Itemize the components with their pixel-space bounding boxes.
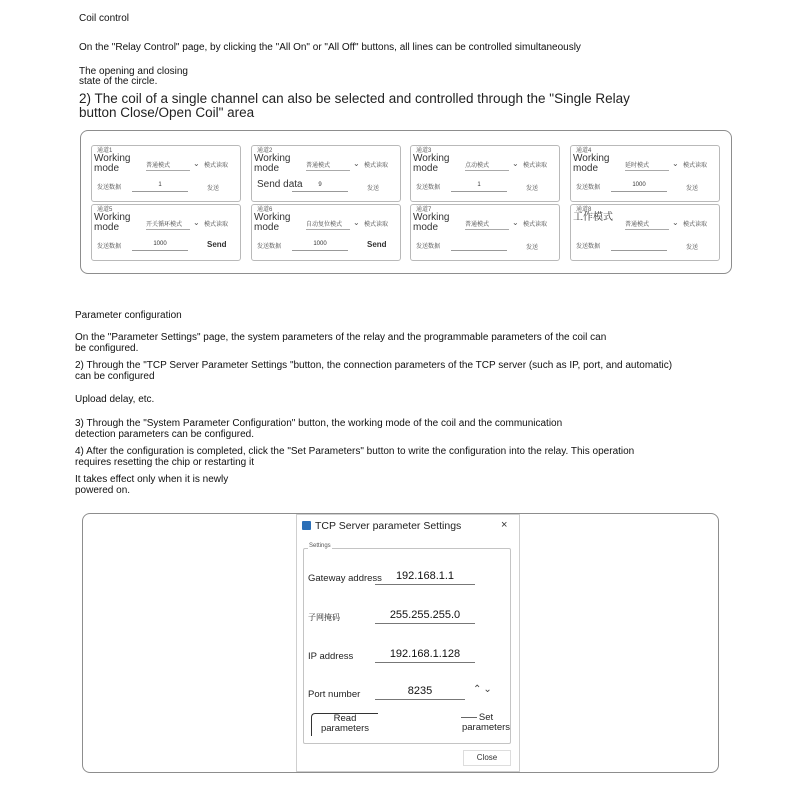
- read-mode-button[interactable]: 模式读取: [523, 163, 548, 169]
- relay-channel-card: [91, 204, 241, 261]
- subnet-field[interactable]: 255.255.255.0: [375, 608, 475, 624]
- working-mode-label: Working mode: [94, 212, 131, 233]
- working-mode-label: Working mode: [413, 153, 450, 174]
- chevron-down-icon[interactable]: ⌄: [672, 159, 679, 168]
- channel-title: 通道6: [257, 207, 273, 213]
- ip-label: IP address: [308, 651, 354, 662]
- mode-select[interactable]: 延时模式: [625, 160, 669, 171]
- port-label: Port number: [308, 689, 361, 700]
- chevron-down-icon[interactable]: ⌄: [512, 218, 519, 227]
- read-mode-button[interactable]: 模式读取: [204, 222, 229, 228]
- working-mode-label: Working mode: [94, 153, 131, 174]
- subnet-label: 子网掩码: [308, 613, 340, 622]
- relay-channel-card: [570, 145, 720, 202]
- send-data-label: Send data: [257, 179, 303, 190]
- channel-title: 通道8: [576, 207, 592, 213]
- param-paragraph-6-line1: It takes effect only when it is newly: [75, 474, 229, 485]
- send-data-field[interactable]: [611, 241, 667, 251]
- chevron-down-icon[interactable]: ⌄: [353, 159, 360, 168]
- chevron-down-icon[interactable]: ⌄: [193, 218, 200, 227]
- param-paragraph-3: Upload delay, etc.: [75, 394, 155, 405]
- send-data-label: 发送数据: [97, 185, 122, 191]
- param-paragraph-2-line2: can be configured: [75, 371, 155, 382]
- read-parameters-button[interactable]: Read parameters: [311, 713, 378, 736]
- read-mode-button[interactable]: 模式读取: [683, 222, 708, 228]
- send-data-label: 发送数据: [257, 244, 282, 250]
- ip-field[interactable]: 192.168.1.128: [375, 647, 475, 663]
- send-data-label: 发送数据: [416, 244, 441, 250]
- working-mode-label: Working mode: [254, 212, 291, 233]
- working-mode-label: Working mode: [573, 153, 610, 174]
- chevron-down-icon[interactable]: ⌄: [512, 159, 519, 168]
- relay-control-panel: [80, 130, 732, 274]
- read-mode-button[interactable]: 模式读取: [364, 222, 389, 228]
- channel-title: 通道1: [97, 148, 113, 154]
- working-mode-label: Working mode: [254, 153, 291, 174]
- param-paragraph-5-line2: requires resetting the chip or restarting it: [75, 457, 254, 468]
- read-mode-button[interactable]: 模式读取: [364, 163, 389, 169]
- send-button[interactable]: Send: [207, 240, 227, 249]
- send-data-field[interactable]: 9: [292, 182, 348, 192]
- port-spinner-icon[interactable]: ⌃⌄: [473, 684, 494, 695]
- send-button[interactable]: 发送: [526, 245, 539, 251]
- coil-paragraph-2-line2: state of the circle.: [79, 76, 158, 87]
- read-mode-button[interactable]: 模式读取: [523, 222, 548, 228]
- chevron-down-icon[interactable]: ⌄: [672, 218, 679, 227]
- coil-paragraph-3-line2: button Close/Open Coil" area: [79, 105, 255, 120]
- mode-select[interactable]: 普通模式: [625, 219, 669, 230]
- coil-paragraph-3-line1: 2) The coil of a single channel can also be selected and controlled through the "Single Relay: [79, 91, 630, 106]
- mode-select[interactable]: 开关循环模式: [146, 219, 190, 230]
- relay-channel-card: [91, 145, 241, 202]
- send-button[interactable]: 发送: [686, 245, 699, 251]
- settings-group-label: Settings: [309, 543, 331, 549]
- relay-channel-card: [251, 145, 401, 202]
- channel-title: 通道2: [257, 148, 273, 154]
- close-icon[interactable]: ×: [501, 519, 508, 531]
- relay-channel-card: [410, 204, 560, 261]
- send-button[interactable]: 发送: [367, 186, 380, 192]
- set-parameters-button[interactable]: [457, 713, 515, 735]
- relay-channel-card: [570, 204, 720, 261]
- working-mode-label: 工作模式: [573, 212, 613, 223]
- relay-channel-card: [410, 145, 560, 202]
- param-paragraph-4-line1: 3) Through the "System Parameter Configuration" button, the working mode of the coil and the communication: [75, 418, 563, 429]
- send-data-label: 发送数据: [576, 185, 601, 191]
- gateway-label: Gateway address: [308, 573, 382, 584]
- send-data-field[interactable]: 1: [132, 182, 188, 192]
- close-button[interactable]: Close: [463, 750, 511, 766]
- send-data-label: 发送数据: [416, 185, 441, 191]
- send-button[interactable]: 发送: [686, 186, 699, 192]
- param-paragraph-4-line2: detection parameters can be configured.: [75, 429, 254, 440]
- param-heading: Parameter configuration: [75, 310, 182, 321]
- send-data-field[interactable]: 1000: [292, 241, 348, 251]
- mode-select[interactable]: 普通模式: [146, 160, 190, 171]
- set-parameters-label: Set parameters: [461, 712, 511, 733]
- read-mode-button[interactable]: 模式读取: [683, 163, 708, 169]
- app-icon: [302, 521, 311, 530]
- send-button[interactable]: 发送: [207, 186, 220, 192]
- tcp-server-settings-dialog: [296, 514, 520, 772]
- dialog-title: TCP Server parameter Settings: [315, 520, 462, 532]
- relay-channel-card: [251, 204, 401, 261]
- read-mode-button[interactable]: 模式读取: [204, 163, 229, 169]
- param-paragraph-5-line1: 4) After the configuration is completed, click the "Set Parameters" button to write the configuration into the relay. This operation: [75, 446, 635, 457]
- chevron-down-icon[interactable]: ⌄: [353, 218, 360, 227]
- send-button[interactable]: 发送: [526, 186, 539, 192]
- button-focus-bar: [461, 717, 477, 718]
- channel-title: 通道4: [576, 148, 592, 154]
- mode-select[interactable]: 点动模式: [465, 160, 509, 171]
- chevron-down-icon[interactable]: ⌄: [193, 159, 200, 168]
- port-field[interactable]: 8235: [375, 684, 465, 700]
- coil-heading: Coil control: [79, 13, 130, 24]
- channel-title: 通道3: [416, 148, 432, 154]
- send-data-label: 发送数据: [576, 244, 601, 250]
- param-paragraph-1-line2: be configured.: [75, 343, 139, 354]
- channel-title: 通道7: [416, 207, 432, 213]
- coil-paragraph-2-line1: The opening and closing: [79, 66, 188, 77]
- send-data-field[interactable]: 1000: [132, 241, 188, 251]
- gateway-field[interactable]: 192.168.1.1: [375, 569, 475, 585]
- mode-select[interactable]: 自动复位模式: [306, 219, 350, 230]
- param-paragraph-1-line1: On the "Parameter Settings" page, the system parameters of the relay and the programmable parameters of the coil can: [75, 332, 607, 343]
- param-paragraph-6-line2: powered on.: [75, 485, 131, 496]
- send-data-field[interactable]: 1000: [611, 182, 667, 192]
- channel-title: 通道5: [97, 207, 113, 213]
- send-data-field[interactable]: 1: [451, 182, 507, 192]
- coil-paragraph-1: On the "Relay Control" page, by clicking the "All On" or "All Off" buttons, all lines can be controlled simultaneously: [79, 42, 581, 53]
- working-mode-label: Working mode: [413, 212, 450, 233]
- send-button[interactable]: Send: [367, 240, 387, 249]
- send-data-field[interactable]: [451, 241, 507, 251]
- mode-select[interactable]: 普通模式: [465, 219, 509, 230]
- mode-select[interactable]: 普通模式: [306, 160, 350, 171]
- param-paragraph-2-line1: 2) Through the "TCP Server Parameter Settings "button, the connection parameters of the TCP server (such as IP, port, and automatic): [75, 360, 673, 371]
- send-data-label: 发送数据: [97, 244, 122, 250]
